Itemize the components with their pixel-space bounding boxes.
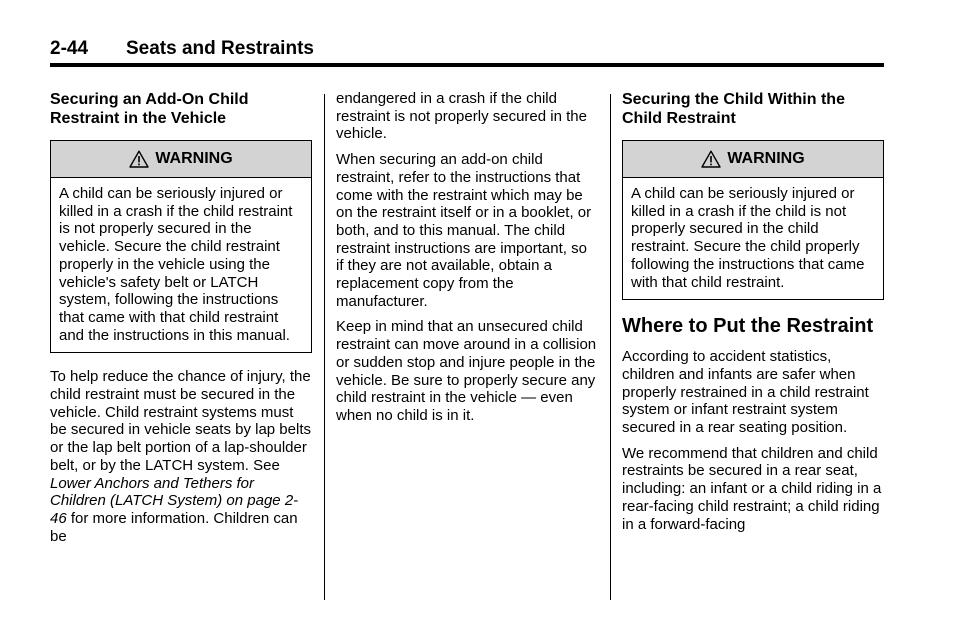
paragraph: We recommend that children and child restraints be secured in a rear seat, including: an infant or a child riding in a rear-facing child restraint; a child riding in a forward-facing: [622, 444, 882, 533]
warning-triangle-icon: [701, 150, 721, 168]
subheading: Securing an Add-On Child Restraint in the Vehicle: [50, 91, 249, 127]
warning-label: WARNING: [155, 150, 233, 168]
column-divider: [610, 94, 611, 600]
warning-triangle-icon: [129, 150, 149, 168]
paragraph: According to accident statistics, children and infants are safer when properly restrained in a child restraint system or infant restraint system secured in a rear seating position.: [622, 348, 869, 437]
paragraph-text: for more information. Children can be: [50, 509, 298, 545]
column-1: [50, 90, 312, 553]
section-title: Seats and Restraints: [126, 38, 314, 59]
warning-box: [622, 140, 884, 300]
subheading: Securing the Child Within the Child Restraint: [622, 91, 845, 127]
warning-text: A child can be seriously injured or killed in a crash if the child is not properly secured in the child restraint. Secure the child properly following the instructions that came with that child restraint.: [631, 185, 865, 291]
paragraph: endangered in a crash if the child restraint is not properly secured in the vehicle.: [336, 90, 587, 143]
warning-label: WARNING: [727, 150, 805, 168]
warning-text: A child can be seriously injured or killed in a crash if the child restraint is not properly secured in the vehicle. Secure the child restraint properly in the vehicle using the vehicle's safety belt or LATCH system, following the instructions that came with that child restraint and the instructions in this manual.: [59, 185, 293, 344]
section-heading: Where to Put the Restraint: [622, 315, 874, 338]
paragraph: Keep in mind that an unsecured child restraint can move around in a collision or sudden stop and injure people in the vehicle. Be sure to properly secure any child restraint in the vehicle — even when no child is in it.: [336, 318, 597, 424]
paragraph-text: To help reduce the chance of injury, the child restraint must be secured in the vehicle. Child restraint systems must be secured in vehicle seats by lap belts or the lap belt portion of a lap-shoulder belt, or by the LATCH system. See: [50, 368, 311, 474]
header-rule: [50, 63, 884, 67]
column-3: [622, 90, 884, 541]
page-number: 2-44: [50, 38, 89, 59]
paragraph: [50, 368, 312, 545]
column-divider: [324, 94, 325, 600]
warning-header: [51, 141, 311, 178]
column-2: [336, 90, 598, 433]
paragraph: When securing an add-on child restraint, refer to the instructions that come with the restraint which may be on the restraint itself or in a booklet, or both, and to this manual. The child restraint instructions are important, so if they are not available, obtain a replacement copy from the manufacturer.: [336, 151, 592, 310]
warning-box: [50, 140, 312, 353]
warning-header: [623, 141, 883, 178]
cross-reference-link[interactable]: Lower Anchors and Tethers for Children (LATCH System) on page 2-46: [50, 474, 299, 527]
